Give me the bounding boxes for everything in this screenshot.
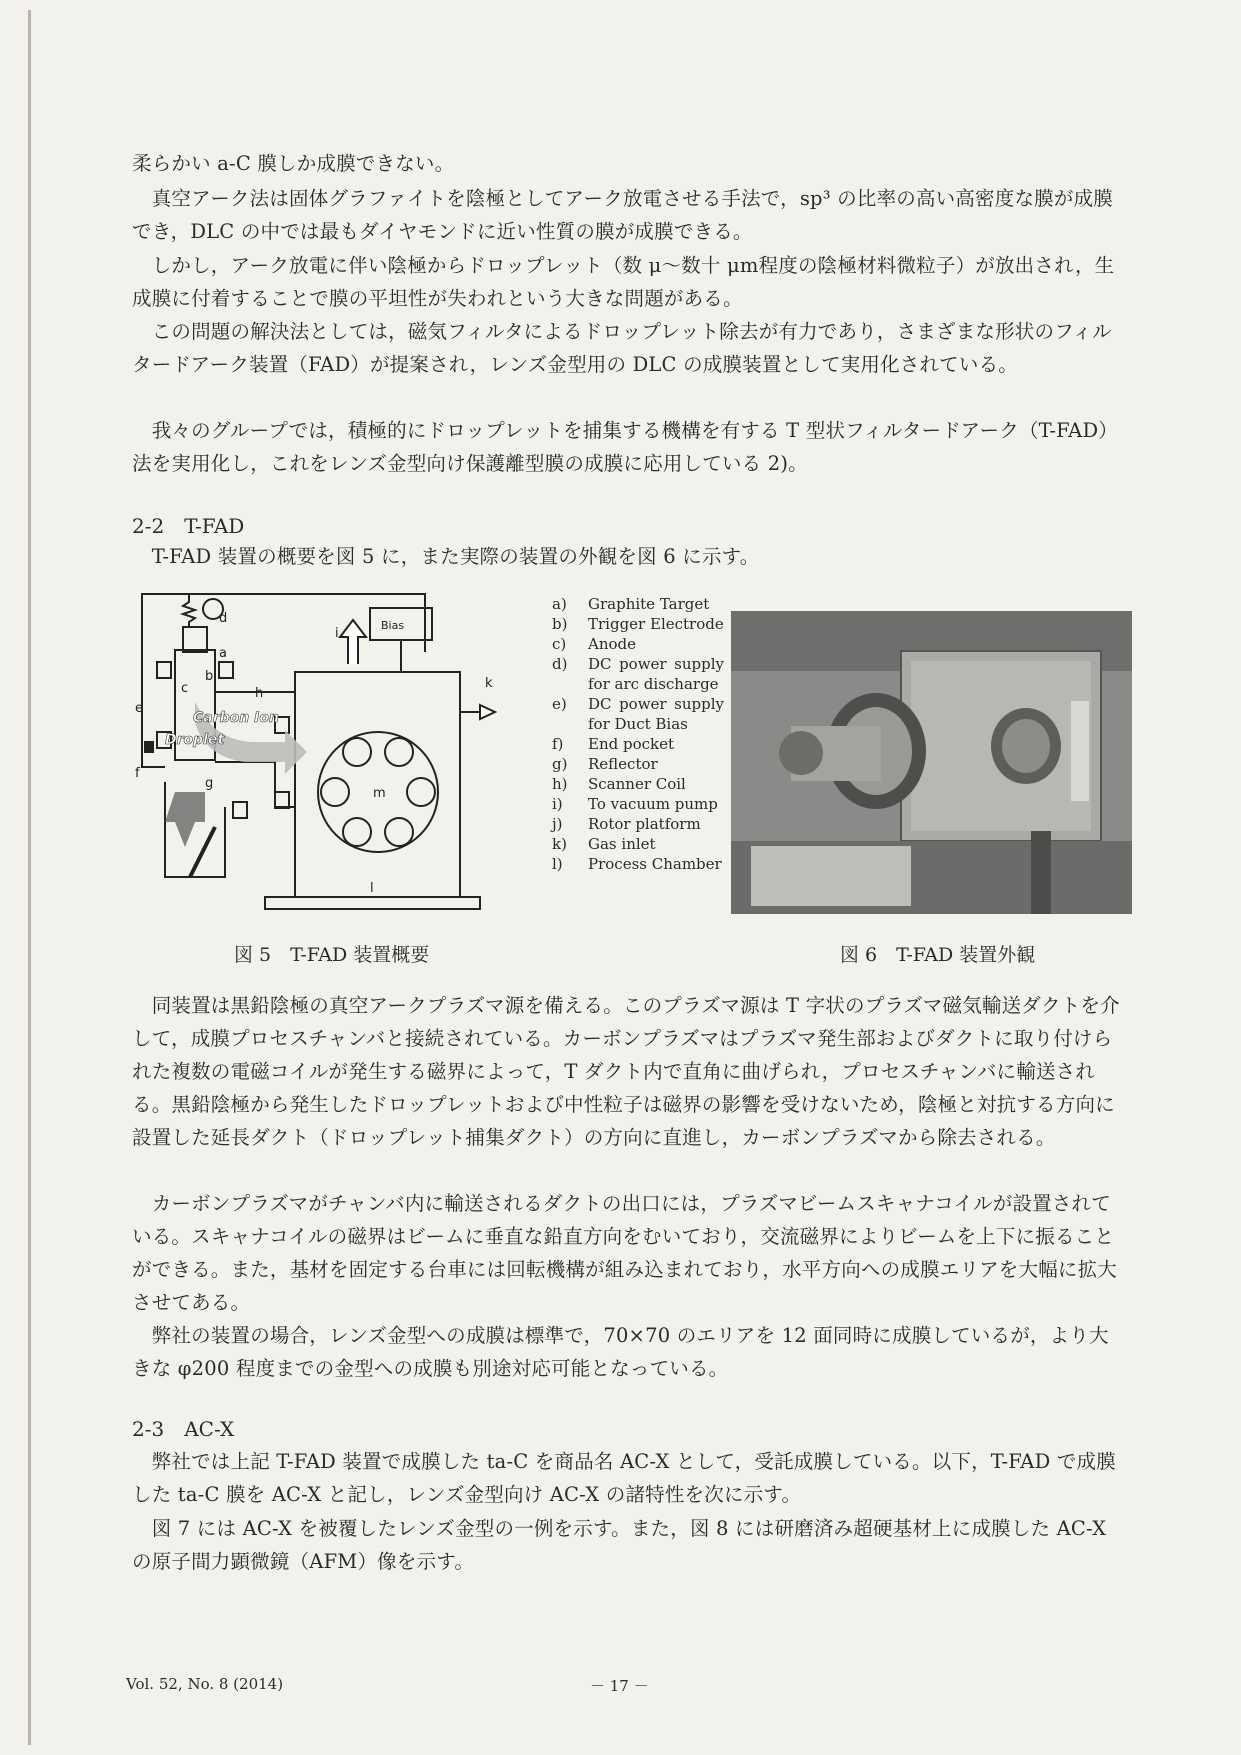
journal-info: Vol. 52, No. 8 (2014) [126, 1675, 284, 1693]
paragraph: カーボンプラズマがチャンバ内に輸送されるダクトの出口には，プラズマビームスキャナコイルが設置されている。スキャナコイルの磁界はビームに垂直な鉛直方向をむいており，交流磁界によりビームを上下に振ることができる。また，基材を固定する台車には回転機構が組み込まれており，水平方向への成膜エリアを大幅に拡大させてある。 [132, 1192, 1118, 1314]
legend-item: f) End pocket [552, 735, 675, 753]
figure-5-schematic [135, 592, 528, 924]
page-number: － 17 － [590, 1677, 649, 1695]
legend-item: l) Process Chamber [552, 855, 722, 873]
page-binding-line [28, 10, 31, 1745]
label-i: i [335, 626, 339, 641]
section-heading: 2-2 T-FAD [132, 514, 245, 538]
figure-5-caption: 図 5 T-FAD 装置概要 [234, 944, 430, 966]
apparatus-photo [731, 611, 1132, 914]
legend-item: c) Anode [552, 635, 637, 653]
label-h: h [255, 686, 264, 701]
legend-item: h) Scanner Coil [552, 775, 686, 793]
paragraph: 弊社では上記 T-FAD 装置で成膜した ta-C を商品名 AC-X として，受託成膜している。以下，T-FAD で成膜した ta-C 膜を AC-X と記し，レンズ金型向け AC-X の諸特性を次に示す。 [132, 1450, 1116, 1506]
paragraph: 我々のグループでは，積極的にドロップレットを捕集する機構を有する T 型状フィルタードアーク（T-FAD）法を実用化し，これをレンズ金型向け保護離型膜の成膜に応用している 2)。 [132, 419, 1118, 475]
label-a: a [219, 646, 227, 661]
paragraph: 真空アーク法は固体グラファイトを陰極としてアーク放電させる手法で，sp³ の比率の高い高密度な膜が成膜でき，DLC の中では最もダイヤモンドに近い性質の膜が成膜できる。 [132, 187, 1113, 243]
legend-item: g) Reflector [552, 755, 658, 773]
paragraph: 図 7 には AC-X を被覆したレンズ金型の一例を示す。また，図 8 には研磨済み超硬基材上に成膜した AC-X の原子間力顕微鏡（AFM）像を示す。 [132, 1517, 1107, 1573]
label-b: b [205, 669, 214, 684]
label-l: l [370, 881, 374, 896]
legend-item: j) Rotor platform [552, 815, 701, 833]
legend-item: i) To vacuum pump [552, 795, 718, 813]
paragraph: 弊社の装置の場合，レンズ金型への成膜は標準で，70×70 のエリアを 12 面同時に成膜しているが，より大きな φ200 程度までの金型への成膜も別途対応可能となっている。 [132, 1324, 1109, 1380]
figure-6-caption: 図 6 T-FAD 装置外観 [840, 944, 1036, 966]
label-c: c [181, 681, 189, 696]
legend-item: k) Gas inlet [552, 835, 656, 853]
label-g: g [205, 776, 214, 791]
legend-item: a) Graphite Target [552, 595, 710, 613]
label-d: d [219, 611, 228, 626]
legend-item: e) DC power supply for Duct Bias [552, 695, 724, 733]
paragraph: 同装置は黒鉛陰極の真空アークプラズマ源を備える。このプラズマ源は T 字状のプラズマ磁気輸送ダクトを介して，成膜プロセスチャンバと接続されている。カーボンプラズマはプラズマ発生部およびダクトに取り付けられた複数の電磁コイルが発生する磁界によって，T ダクト内で直角に曲げられ，プロセスチャンバに輸送される。黒鉛陰極から発生したドロップレットおよび中性粒子は磁界の影響を受けないため，陰極と対抗する方向に設置した延長ダクト（ドロップレット捕集ダクト）の方向に直進し，カーボンプラズマから除去される。 [132, 994, 1120, 1149]
section-heading: 2-3 AC-X [132, 1417, 235, 1441]
paragraph: T-FAD 装置の概要を図 5 に，また実際の装置の外観を図 6 に示す。 [132, 545, 760, 568]
legend-item: b) Trigger Electrode [552, 615, 724, 633]
label-bias: Bias [381, 619, 405, 632]
paragraph: しかし，アーク放電に伴い陰極からドロップレット（数 μ～数十 μm程度の陰極材料微粒子）が放出され，生成膜に付着することで膜の平坦性が失われという大きな問題がある。 [132, 254, 1115, 310]
label-carbon-ion: Carbon Ion [193, 710, 279, 726]
figure-6-photo [731, 611, 1132, 914]
label-e: e [135, 701, 143, 716]
paragraph: この問題の解決法としては，磁気フィルタによるドロップレット除去が有力であり，さまざまな形状のフィルタードアーク装置（FAD）が提案され，レンズ金型用の DLC の成膜装置として実用化されている。 [132, 320, 1112, 376]
paragraph: 柔らかい a-C 膜しか成膜できない。 [132, 152, 455, 175]
figure-legend [552, 594, 724, 874]
label-droplet: Droplet [165, 732, 225, 748]
t-fad-diagram [135, 592, 528, 924]
legend-item: d) DC power supply for arc discharge [552, 655, 724, 693]
label-k: k [485, 676, 493, 691]
label-m: m [373, 786, 386, 801]
label-f: f [135, 766, 140, 781]
